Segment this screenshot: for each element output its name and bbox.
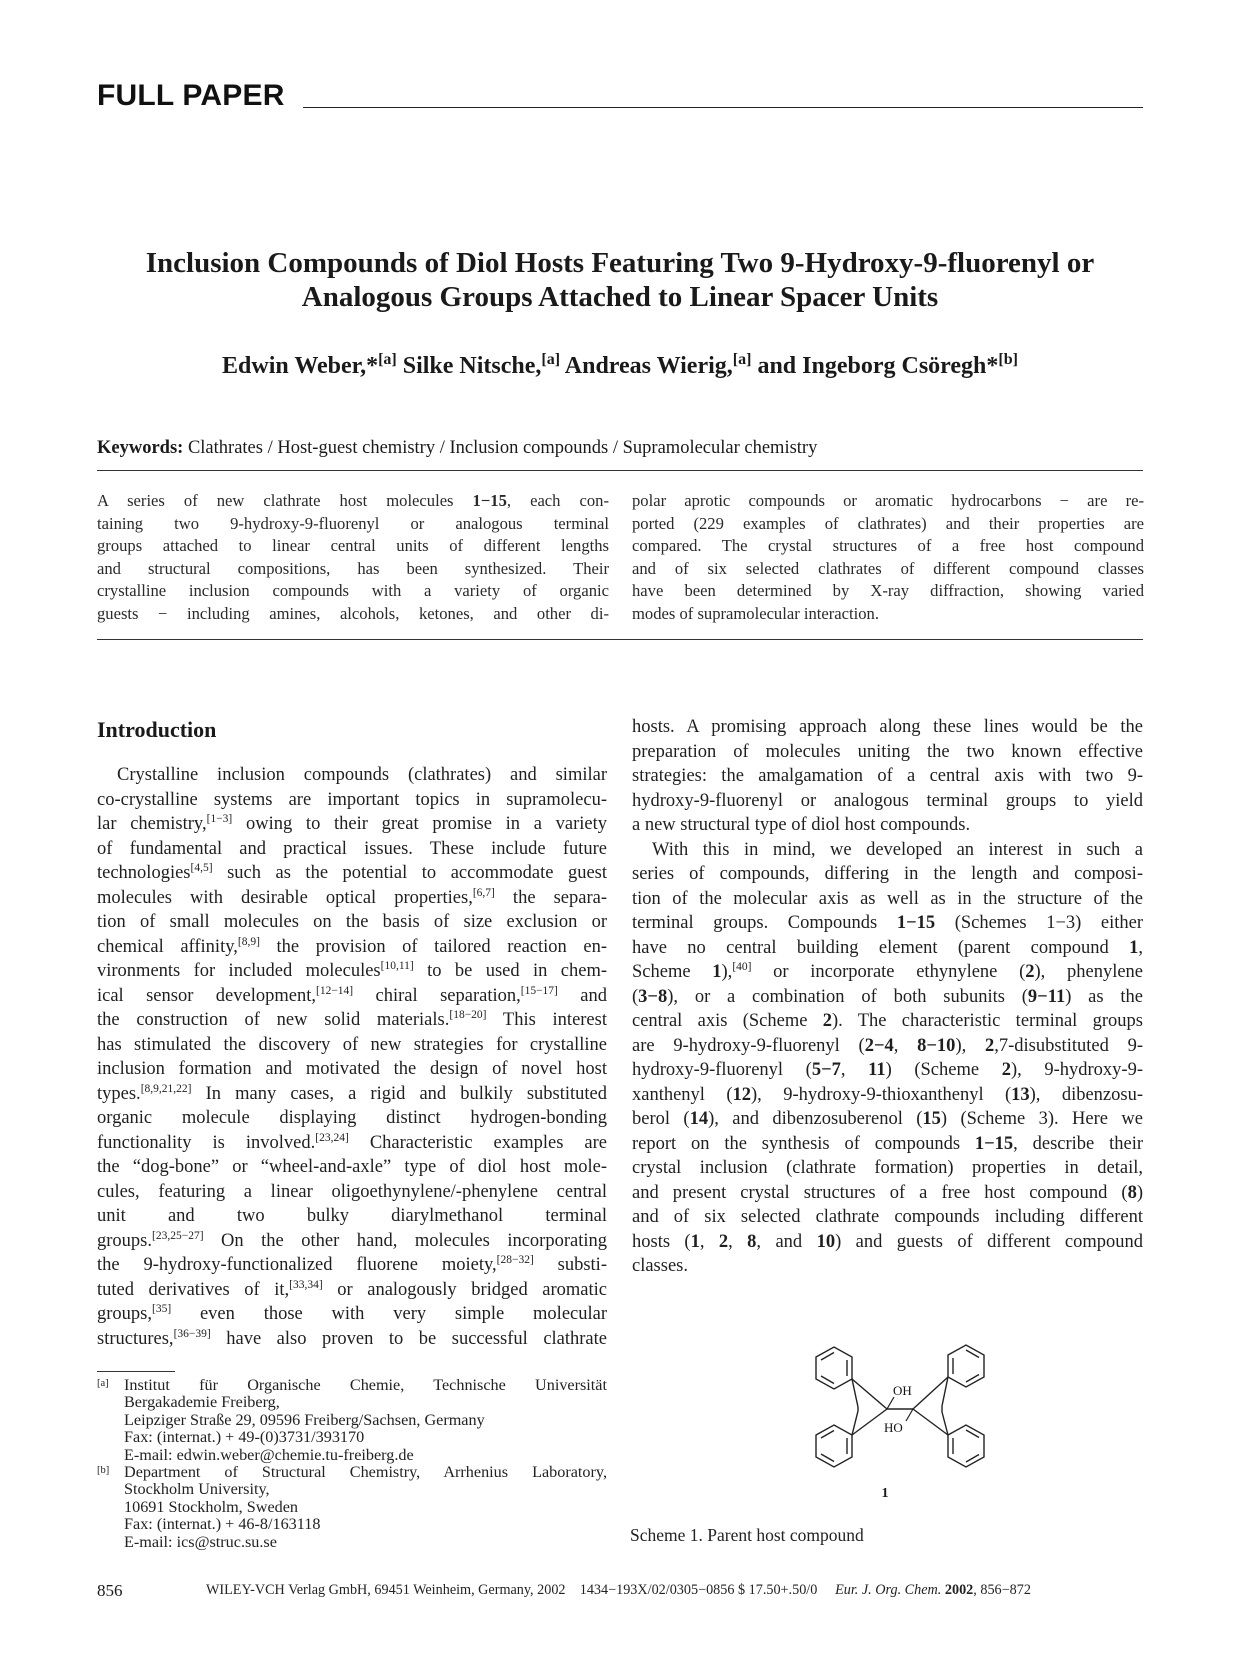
body-line: crystal inclusion (clathrate formation) properties in detail, xyxy=(632,1158,1143,1178)
body-line: and of six selected clathrate compounds including different xyxy=(632,1207,1143,1227)
affiliation-mark: [b] xyxy=(998,351,1018,368)
compound-number: 1 xyxy=(881,1486,889,1501)
body-line: preparation of molecules uniting the two known effective xyxy=(632,741,1143,762)
affiliation-footnote xyxy=(97,1464,607,1551)
body-line: technologies[4,5] such as the potential to accommodate guest xyxy=(97,862,607,883)
body-line: cules, featuring a linear oligoethynylene/-phenylene central xyxy=(97,1181,607,1202)
introduction-column-1 xyxy=(97,763,607,1351)
body-line: terminal groups. Compounds 1−15 (Schemes 1−3) either xyxy=(632,913,1143,933)
journal-pages: , 856−872 xyxy=(973,1582,1031,1598)
footnote-line: Department of Structural Chemistry, Arrhenius Laboratory, xyxy=(124,1463,607,1482)
abstract-line: taining two 9-hydroxy-9-fluorenyl or analogous terminal xyxy=(97,513,609,533)
keywords xyxy=(97,436,1143,460)
author-name: Andreas Wierig, xyxy=(564,353,733,379)
section-label: FULL PAPER xyxy=(97,79,285,112)
affiliation-footnote xyxy=(97,1377,607,1464)
abstract-rule xyxy=(97,639,1143,640)
body-line: and present crystal structures of a free host compound (8) xyxy=(632,1182,1143,1203)
keywords-label: Keywords: xyxy=(97,438,184,458)
title-line-1: Inclusion Compounds of Diol Hosts Featuring Two 9-Hydroxy-9-fluorenyl or xyxy=(145,247,1095,279)
body-line: inclusion formation and motivated the design of novel host xyxy=(97,1059,607,1079)
page-number: 856 xyxy=(97,1581,123,1600)
affiliation-footnotes xyxy=(97,1377,607,1551)
abstract-line: compared. The crystal structures of a free host compound xyxy=(632,536,1144,555)
body-line: has stimulated the discovery of new strategies for crystalline xyxy=(97,1034,607,1055)
footnote-line: Bergakademie Freiberg, xyxy=(124,1393,280,1412)
abstract-line: and structural compositions, has been synthesized. Their xyxy=(97,558,609,578)
body-line: have no central building element (parent compound 1, xyxy=(632,937,1143,958)
footnote-line: E-mail: ics@struc.su.se xyxy=(124,1532,277,1551)
footnote-line: Fax: (internat.) + 49-(0)3731/393170 xyxy=(124,1428,365,1447)
body-line: the construction of new solid materials.[18−20] This interest xyxy=(97,1009,607,1030)
body-line: Crystalline inclusion compounds (clathrates) and similar xyxy=(117,765,607,785)
oh-bond-bottom xyxy=(906,1409,913,1421)
body-line: are 9-hydroxy-9-fluorenyl (2−4, 8−10), 2,7-disubstituted 9- xyxy=(632,1035,1143,1056)
abstract-column-2 xyxy=(632,490,1144,625)
body-line: groups,[35] even those with very simple molecular xyxy=(97,1303,607,1324)
scheme-1-structure xyxy=(800,1331,1000,1491)
fluorenyl-right xyxy=(913,1345,984,1467)
keywords-text: Clathrates / Host-guest chemistry / Inclusion compounds / Supramolecular chemistry xyxy=(187,438,818,458)
body-line: central axis (Scheme 2). The characteristic terminal groups xyxy=(632,1011,1143,1031)
scheme-caption: Scheme 1. Parent host compound xyxy=(630,1525,864,1545)
abstract-line: and of six selected clathrates of different compound classes xyxy=(632,558,1144,578)
body-line: Scheme 1),[40] or incorporate ethynylene (2), phenylene xyxy=(632,961,1144,982)
body-line: tuted derivatives of it,[33,34] or analogously bridged aromatic xyxy=(97,1278,607,1300)
abstract-line: guests − including amines, alcohols, ketones, and other di- xyxy=(97,603,609,623)
body-line: (3−8), or a combination of both subunits (9−11) as the xyxy=(632,986,1143,1007)
body-line: the “dog-bone” or “wheel-and-axle” type of diol host mole- xyxy=(97,1157,607,1177)
body-line: structures,[36−39] have also proven to be successful clathrate xyxy=(97,1327,607,1349)
body-line: hydroxy-9-fluorenyl (5−7, 11) (Scheme 2), 9-hydroxy-9- xyxy=(632,1060,1144,1080)
publisher: WILEY-VCH Verlag GmbH, 69451 Weinheim, Germany, 2002 xyxy=(206,1582,566,1598)
body-line: classes. xyxy=(632,1256,688,1276)
footnote-mark: [a] xyxy=(97,1378,109,1389)
body-line: xanthenyl (12), 9-hydroxy-9-thioxanthenyl (13), dibenzosu- xyxy=(632,1084,1143,1105)
body-line: unit and two bulky diarylmethanol terminal xyxy=(97,1206,607,1226)
body-line: molecules with desirable optical properties,[6,7] the separa- xyxy=(97,886,607,908)
body-line: co-crystalline systems are important topics in supramolecu- xyxy=(97,789,607,810)
body-line: strategies: the amalgamation of a central axis with two 9- xyxy=(632,766,1143,786)
footnote-line: Leipziger Straße 29, 09596 Freiberg/Sachsen, Germany xyxy=(124,1410,485,1429)
oh-bond-top xyxy=(887,1397,894,1409)
body-line: hydroxy-9-fluorenyl or analogous terminal groups to yield xyxy=(632,790,1143,811)
author-name: Ingeborg Csöregh* xyxy=(802,353,999,379)
running-header xyxy=(97,78,1143,114)
author-name: Edwin Weber,* xyxy=(222,353,379,379)
header-rule xyxy=(303,107,1143,108)
footnote-line: E-mail: edwin.weber@chemie.tu-freiberg.de xyxy=(124,1445,414,1464)
abstract-line: groups attached to linear central units of different lengths xyxy=(97,536,609,555)
abstract-column-1 xyxy=(97,490,609,625)
fluorenyl-left xyxy=(816,1347,887,1467)
body-line: tion of the molecular axis as well as in the structure of the xyxy=(632,888,1143,909)
body-line: With this in mind, we developed an interest in such a xyxy=(652,839,1143,860)
body-line: of fundamental and practical issues. These include future xyxy=(97,838,607,859)
publication-footer xyxy=(206,1582,1031,1599)
body-line: types.[8,9,21,22] In many cases, a rigid and bulkily substituted xyxy=(97,1082,607,1104)
author-list: Edwin Weber,*[a] Silke Nitsche,[a] Andreas Wierig,[a] and Ingeborg Csöregh*[b] xyxy=(222,351,1018,379)
body-line: organic molecule displaying distinct hydrogen-bonding xyxy=(97,1108,607,1128)
body-line: vironments for included molecules[10,11] to be used in chem- xyxy=(97,960,607,981)
abstract-line: polar aprotic compounds or aromatic hydrocarbons − are re- xyxy=(632,491,1144,510)
title-line-2: Analogous Groups Attached to Linear Spacer Units xyxy=(301,281,939,313)
body-line: ical sensor development,[12−14] chiral separation,[15−17] and xyxy=(97,984,608,1006)
abstract-line: modes of supramolecular interaction. xyxy=(632,603,879,623)
hydroxyl-label-top: OH xyxy=(893,1383,912,1398)
introduction-column-2 xyxy=(632,715,1143,1279)
paper-title xyxy=(97,246,1143,314)
body-line: chemical affinity,[8,9] the provision of tailored reaction en- xyxy=(97,935,607,957)
footnote-rule xyxy=(97,1371,175,1372)
body-line: hosts (1, 2, 8, and 10) and guests of different compound xyxy=(632,1231,1144,1252)
journal-name: Eur. J. Org. Chem. xyxy=(835,1582,942,1598)
footnote-line: 10691 Stockholm, Sweden xyxy=(124,1497,299,1516)
keywords-rule xyxy=(97,470,1143,471)
body-line: report on the synthesis of compounds 1−15, describe their xyxy=(632,1133,1143,1154)
affiliation-mark: [a] xyxy=(378,351,397,368)
footnote-mark: [b] xyxy=(97,1465,110,1477)
body-line: the 9-hydroxy-functionalized fluorene moiety,[28−32] substi- xyxy=(97,1254,607,1275)
footnote-line: Fax: (internat.) + 46-8/163118 xyxy=(124,1515,321,1534)
issn-price: 1434−193X/02/0305−0856 $ 17.50+.50/0 xyxy=(579,1582,818,1598)
body-line: groups.[23,25−27] On the other hand, molecules incorporating xyxy=(97,1229,607,1251)
hydroxyl-label-bottom: HO xyxy=(884,1420,903,1435)
abstract-line: A series of new clathrate host molecules 1−15, each con- xyxy=(97,491,609,510)
abstract-line: ported (229 examples of clathrates) and their properties are xyxy=(632,513,1144,533)
body-line: hosts. A promising approach along these lines would be the xyxy=(632,717,1143,737)
introduction-heading: Introduction xyxy=(97,717,217,742)
footnote-line: Stockholm University, xyxy=(124,1480,270,1499)
body-line: lar chemistry,[1−3] owing to their great promise in a variety xyxy=(97,813,607,834)
abstract-line: have been determined by X-ray diffraction, showing varied xyxy=(632,581,1144,600)
body-line: functionality is involved.[23,24] Characteristic examples are xyxy=(97,1131,608,1153)
affiliation-mark: [a] xyxy=(541,351,561,368)
footnote-line: Institut für Organische Chemie, Technische Universität xyxy=(124,1376,607,1394)
body-line: a new structural type of diol host compounds. xyxy=(632,815,971,835)
body-line: series of compounds, differing in the length and composi- xyxy=(632,864,1143,884)
journal-year: 2002 xyxy=(944,1582,974,1598)
body-line: berol (14), and dibenzosuberenol (15) (Scheme 3). Here we xyxy=(632,1109,1143,1129)
body-line: tion of small molecules on the basis of size exclusion or xyxy=(97,912,607,932)
affiliation-mark: [a] xyxy=(732,351,752,368)
abstract-line: crystalline inclusion compounds with a variety of organic xyxy=(97,581,609,600)
author-name: Silke Nitsche, xyxy=(402,353,542,379)
